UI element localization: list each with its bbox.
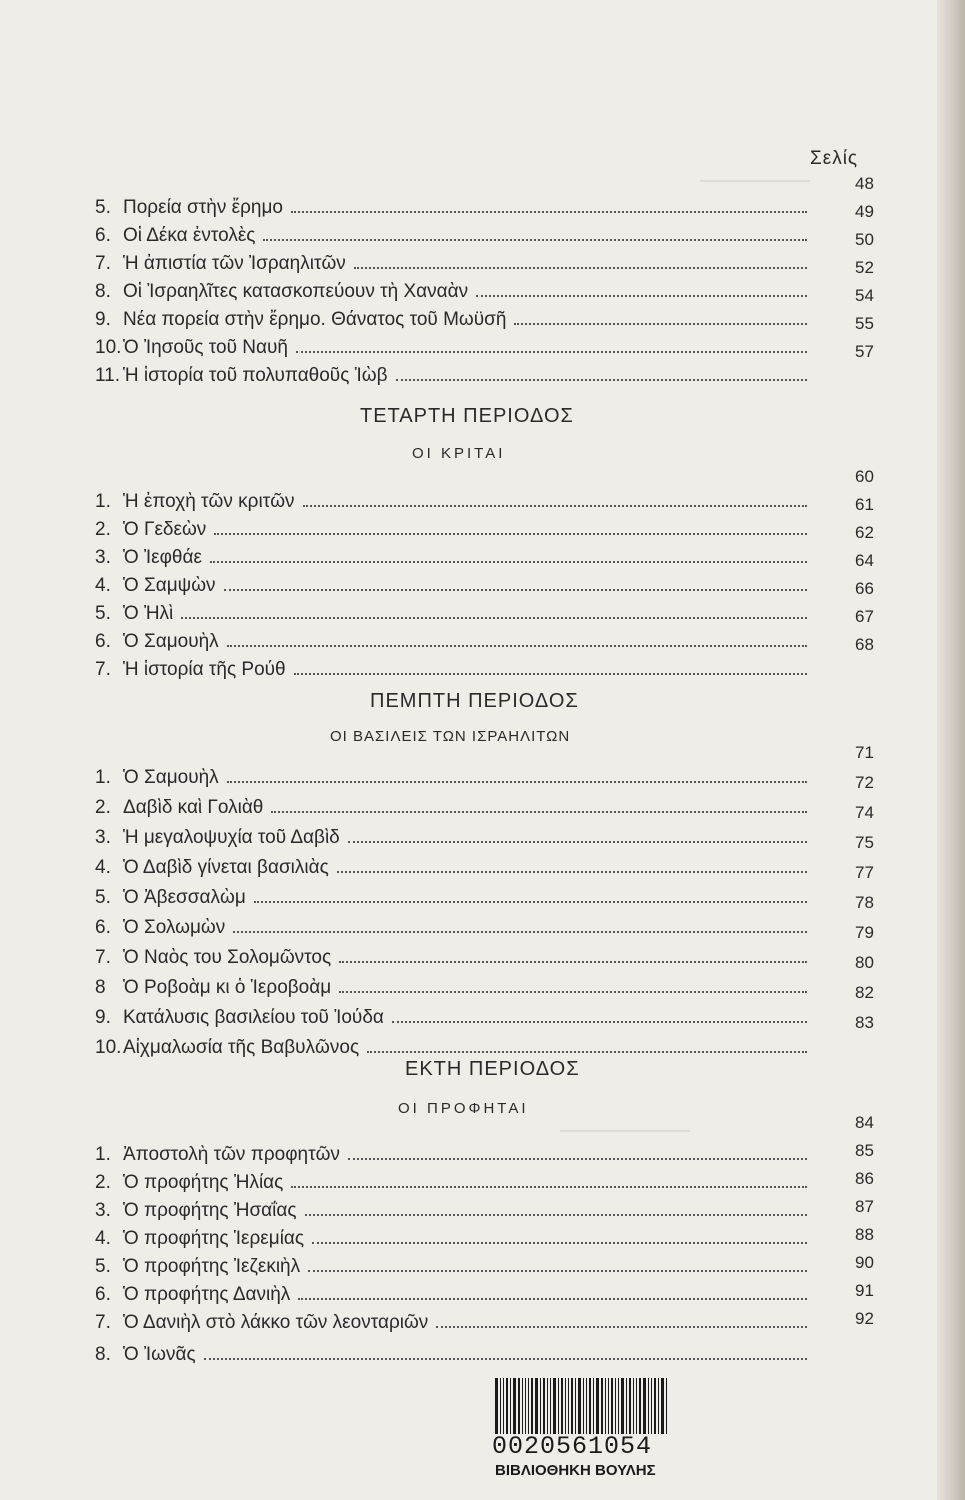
toc-entry-title: Ἡ ἱστορία τοῦ πολυπαθοῦς Ἰὼβ [123,365,388,386]
toc-entry[interactable]: 1. Ἡ ἐποχὴ τῶν κριτῶν [95,487,815,513]
toc-page-number: 61 [855,495,874,514]
toc-entry[interactable]: 5. Ὁ προφήτης Ἰεζεκιὴλ [95,1252,815,1278]
section-subheading: ΟΙ ΒΑΣΙΛΕΙΣ ΤΩΝ ΙΣΡΑΗΛΙΤΩΝ [330,728,571,745]
barcode-bar [666,1378,667,1434]
barcode-bar [565,1378,566,1434]
barcode-bar [605,1378,606,1434]
barcode-bar [589,1378,591,1434]
toc-entry-title: Ὁ Ροβοὰμ κι ὁ Ἱεροβοὰμ [123,977,332,998]
barcode-bar [639,1378,641,1434]
toc-entry-title: Ὁ Ἰεφθάε [123,547,202,568]
toc-entry[interactable]: 4. Ὁ Δαβὶδ γίνεται βασιλιὰς [95,853,815,879]
barcode-bar [575,1378,576,1434]
toc-page-number: 72 [855,773,874,792]
toc-page-number: 91 [855,1281,874,1300]
barcode-bar [510,1378,511,1434]
toc-entry[interactable]: 9. Κατάλυσις βασιλείου τοῦ Ἰούδα [95,1003,815,1029]
toc-entry[interactable]: 4. Ὁ προφήτης Ἱερεμίας [95,1224,815,1250]
barcode-bar [543,1378,545,1434]
barcode-bar [525,1378,526,1434]
barcode-number: 0020561054 [492,1432,653,1461]
toc-entry[interactable]: 5. Ὁ Ἠλὶ [95,599,815,625]
barcode-bar [495,1378,498,1434]
toc-entry[interactable]: 6. Ὁ προφήτης Δανιὴλ [95,1280,815,1306]
toc-entry[interactable]: 2. Δαβὶδ καὶ Γολιὰθ [95,793,815,819]
toc-page-number: 85 [855,1141,874,1160]
toc-page-number: 52 [855,258,874,277]
toc-entry[interactable]: 5. Ὁ Ἀβεσσαλὼμ [95,883,815,909]
toc-entry[interactable]: 3. Ὁ προφήτης Ἠσαΐας [95,1196,815,1222]
toc-entry-title: Ὁ προφήτης Δανιὴλ [123,1284,291,1305]
toc-entry[interactable]: 6. Ὁ Σαμουὴλ [95,627,815,653]
barcode-bar [531,1378,533,1434]
barcode-bar [626,1378,627,1434]
toc-entry[interactable]: 7. Ἡ ἀπιστία τῶν Ἰσραηλιτῶν [95,249,815,275]
barcode-bar [593,1378,594,1434]
toc-entry-title: Αἰχμαλωσία τῆς Βαβυλῶνος [123,1037,360,1058]
pages-column-label: Σελίς [810,148,859,169]
toc-entry-title: Ὁ προφήτης Ἱερεμίας [123,1228,305,1249]
toc-entry[interactable]: 5. Πορεία στὴν ἔρημο [95,193,815,219]
toc-entry[interactable]: 10. Ὁ Ἰησοῦς τοῦ Ναυῆ [95,333,815,359]
toc-entry[interactable]: 9. Νέα πορεία στὴν ἔρημο. Θάνατος τοῦ Μωϋσῆ [95,305,815,331]
toc-entry-title: Ὁ Σαμψὼν [123,575,216,596]
toc-page-number: 55 [855,314,874,333]
barcode-bar [558,1378,559,1434]
barcode-bar [571,1378,573,1434]
toc-entry[interactable]: 6. Ὁ Σολωμὼν [95,913,815,939]
toc-entry-title: Ὁ προφήτης Ἠσαΐας [123,1200,297,1221]
toc-entry-title: Νέα πορεία στὴν ἔρημο. Θάνατος τοῦ Μωϋσῆ [123,309,507,330]
toc-entry[interactable]: 7. Ἡ ἱστορία τῆς Ρούθ [95,655,815,681]
toc-entry-title: Ὁ Ἰησοῦς τοῦ Ναυῆ [123,337,288,358]
library-label: ΒΙΒΛΙΟΘΗΚΗ ΒΟΥΛΗΣ [495,1462,656,1479]
toc-entry[interactable]: 8. Οἱ Ἰσραηλῖτες κατασκοπεύουν τὴ Χαναὰν [95,277,815,303]
toc-entry-title: Ἡ ἐποχὴ τῶν κριτῶν [123,491,295,512]
toc-page-number: 68 [855,635,874,654]
barcode-bar [629,1378,631,1434]
toc-entry-title: Ὁ Σολωμὼν [123,917,226,938]
barcode-bar [618,1378,619,1434]
toc-entry-title: Ὁ Ἰωνᾶς [123,1344,196,1365]
barcode-bar [583,1378,584,1434]
toc-entry-title: Πορεία στὴν ἔρημο [123,197,283,218]
toc-page-number: 74 [855,803,874,822]
toc-entry[interactable]: 8. Ὁ Ἰωνᾶς [95,1340,815,1366]
barcode-bar [518,1378,520,1434]
barcode-bar [540,1378,541,1434]
toc-entry[interactable]: 7. Ὁ Δανιὴλ στὸ λάκκο τῶν λεονταριῶν [95,1308,815,1334]
barcode-bar [513,1378,516,1434]
toc-page-number: 88 [855,1225,874,1244]
section-heading: ΕΚΤΗ ΠΕΡΙΟΔΟΣ [405,1058,580,1080]
toc-page-number: 77 [855,863,874,882]
barcode-bar [608,1378,609,1434]
toc-page-number: 66 [855,579,874,598]
barcode-bar [633,1378,634,1434]
toc-page-number: 82 [855,983,874,1002]
toc-entry[interactable]: 8 Ὁ Ροβοὰμ κι ὁ Ἱεροβοὰμ [95,973,815,999]
toc-entry-title: Κατάλυσις βασιλείου τοῦ Ἰούδα [123,1007,384,1028]
toc-entry[interactable]: 11. Ἡ ἱστορία τοῦ πολυπαθοῦς Ἰὼβ [95,361,815,387]
toc-entry-title: Ὁ Σαμουὴλ [123,767,219,788]
barcode-bar [611,1378,613,1434]
toc-entry[interactable]: 3. Ἡ μεγαλοψυχία τοῦ Δαβὶδ [95,823,815,849]
toc-entry[interactable]: 1. Ὁ Σαμουὴλ [95,763,815,789]
section-heading: ΤΕΤΑΡΤΗ ΠΕΡΙΟΔΟΣ [360,405,574,427]
barcode-bar [601,1378,603,1434]
barcode-bar [621,1378,624,1434]
barcode-bar [500,1378,501,1434]
toc-entry-title: Ὁ προφήτης Ἠλίας [123,1172,284,1193]
toc-entry-title: Ἡ ἱστορία τῆς Ρούθ [123,659,286,680]
toc-entry-title: Οἱ Ἰσραηλῖτες κατασκοπεύουν τὴ Χαναὰν [123,281,469,302]
toc-page-number: 49 [855,202,874,221]
toc-entry[interactable]: 3. Ὁ Ἰεφθάε [95,543,815,569]
toc-entry[interactable]: 7. Ὁ Ναὸς του Σολομῶντος [95,943,815,969]
barcode-bar [503,1378,504,1434]
barcode-bar [586,1378,587,1434]
barcode-bar [596,1378,599,1434]
toc-page-number: 75 [855,833,874,852]
toc-page-number: 60 [855,467,874,486]
toc-entry-title: Ὁ Ναὸς του Σολομῶντος [123,947,332,968]
toc-page-number: 92 [855,1309,874,1328]
barcode-bar [561,1378,563,1434]
toc-page-number: 83 [855,1013,874,1032]
barcode [495,1378,710,1434]
barcode-bar [506,1378,508,1434]
toc-page-number: 86 [855,1169,874,1188]
toc-page-number: 50 [855,230,874,249]
barcode-bar [651,1378,652,1434]
toc-page-number: 67 [855,607,874,626]
toc-entry-title: Οἱ Δέκα ἐντολὲς [123,225,256,246]
barcode-bar [547,1378,548,1434]
toc-entry-title: Ὁ Ἠλὶ [123,603,174,624]
barcode-bar [550,1378,551,1434]
barcode-bar [615,1378,616,1434]
toc-entry-title: Ὁ Γεδεὼν [123,519,207,540]
barcode-bar [535,1378,538,1434]
toc-page-number: 80 [855,953,874,972]
barcode-bar [522,1378,523,1434]
toc-page-number: 64 [855,551,874,570]
toc-entry-title: Ὁ Ἀβεσσαλὼμ [123,887,246,908]
toc-entry[interactable]: 2. Ὁ προφήτης Ἠλίας [95,1168,815,1194]
toc-entry-title: Ἡ ἀπιστία τῶν Ἰσραηλιτῶν [123,253,346,274]
toc-entry[interactable]: 6. Οἱ Δέκα ἐντολὲς [95,221,815,247]
toc-entry-title: Ὁ προφήτης Ἰεζεκιὴλ [123,1256,301,1277]
toc-entry-title: Ὁ Δαβὶδ γίνεται βασιλιὰς [123,857,329,878]
toc-entry[interactable]: 4. Ὁ Σαμψὼν [95,571,815,597]
toc-page-number: 71 [855,743,874,762]
section-subheading: ΟΙ ΠΡΟΦΗΤΑΙ [398,1100,529,1117]
toc-page-number: 90 [855,1253,874,1272]
section-subheading: ΟΙ ΚΡΙΤΑΙ [412,445,506,462]
toc-page-number: 79 [855,923,874,942]
toc-page-number: 84 [855,1113,874,1132]
toc-entry[interactable]: 1. Ἀποστολὴ τῶν προφητῶν [95,1140,815,1166]
section-heading: ΠΕΜΠΤΗ ΠΕΡΙΟΔΟΣ [370,690,579,712]
toc-page-number: 62 [855,523,874,542]
toc-entry-title: Δαβὶδ καὶ Γολιὰθ [123,797,264,818]
barcode-bar [643,1378,646,1434]
barcode-bar [568,1378,569,1434]
toc-entry-title: Ἀποστολὴ τῶν προφητῶν [123,1144,340,1165]
toc-page-number: 54 [855,286,874,305]
toc-entry[interactable]: 10. Αἰχμαλωσία τῆς Βαβυλῶνος [95,1033,815,1059]
barcode-bar [636,1378,637,1434]
toc-page-number: 78 [855,893,874,912]
toc-page-number: 48 [855,174,874,193]
barcode-bar [658,1378,659,1434]
toc-entry-title: Ὁ Σαμουὴλ [123,631,219,652]
toc-page-number: 57 [855,342,874,361]
toc-page-number: 87 [855,1197,874,1216]
barcode-bar [578,1378,581,1434]
toc-entry[interactable]: 2. Ὁ Γεδεὼν [95,515,815,541]
barcode-bar [654,1378,656,1434]
barcode-bar [553,1378,556,1434]
barcode-bar [528,1378,529,1434]
toc-entry-title: Ἡ μεγαλοψυχία τοῦ Δαβὶδ [123,827,340,848]
toc-entry-title: Ὁ Δανιὴλ στὸ λάκκο τῶν λεονταριῶν [123,1312,429,1333]
barcode-bar [661,1378,664,1434]
page-edge [937,0,965,1500]
barcode-bar [648,1378,649,1434]
